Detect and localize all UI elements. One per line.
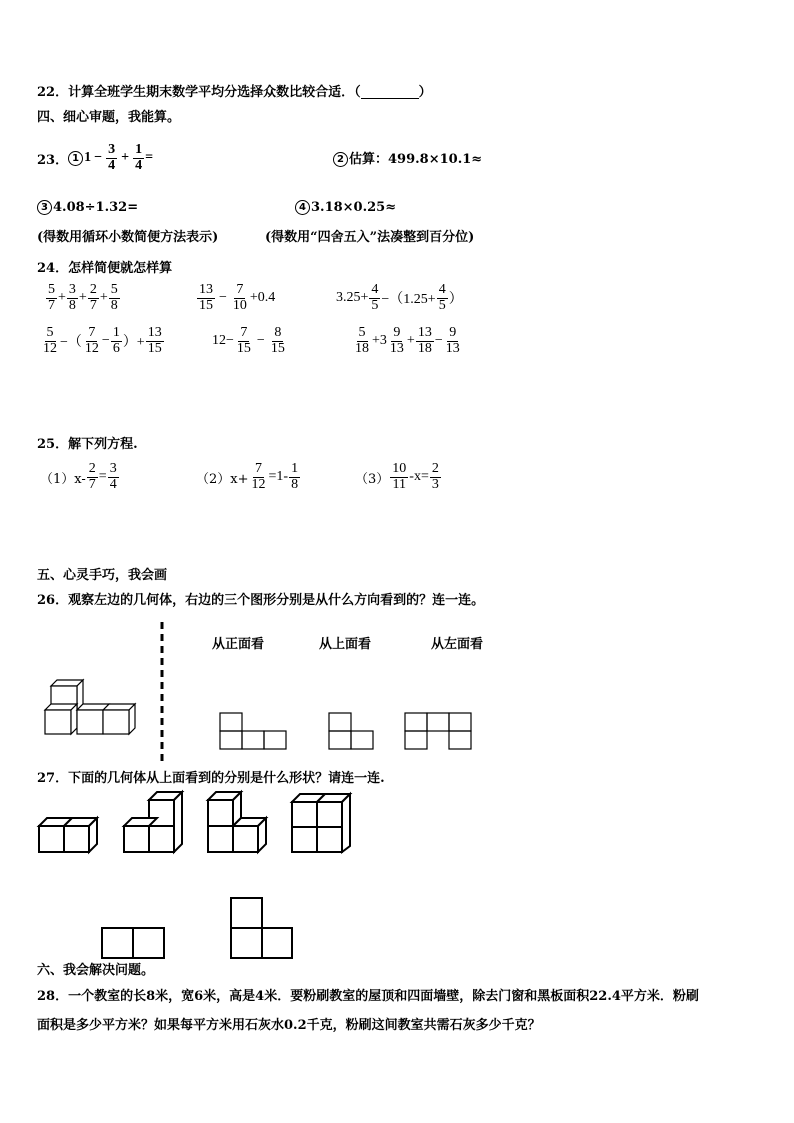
- q27-answer-shape-2: [231, 898, 292, 958]
- numerator: 3: [109, 461, 117, 476]
- section-5-heading: 五、心灵手巧，我会画: [37, 568, 168, 583]
- denominator: 15: [147, 340, 162, 356]
- numerator: 10: [392, 461, 407, 476]
- denominator: 11: [392, 476, 407, 492]
- denominator: 7: [48, 297, 55, 313]
- question-number: 27．: [37, 771, 69, 786]
- numerator: 1: [135, 141, 143, 157]
- denominator: 3: [431, 476, 439, 492]
- denominator: 6: [112, 340, 120, 356]
- question-text: 观察左边的几何体，右边的三个图形分别是从什么方向看到的？连一连。: [68, 593, 485, 608]
- operator: +: [78, 290, 87, 306]
- operator: +: [406, 333, 415, 349]
- numerator: 5: [358, 325, 366, 340]
- numerator: 7: [255, 461, 262, 476]
- question-number: 24．: [37, 261, 69, 276]
- section-6-heading: 六、我会解决问题。: [37, 963, 155, 978]
- denominator: 13: [445, 340, 460, 356]
- question-text: 一个教室的长8米，宽6米，高是4米．要粉刷教室的屋顶和四面墙壁，除去门窗和黑板面积22.4平方米．粉刷: [68, 989, 699, 1004]
- operator: −: [434, 333, 443, 349]
- term: −（1.25+: [381, 292, 436, 308]
- view-label-top: 从上面看: [319, 637, 372, 652]
- denominator: 12: [84, 340, 99, 356]
- operator: −: [256, 333, 265, 349]
- question-text: 怎样简便就怎样算: [68, 261, 173, 276]
- numerator: 5: [110, 282, 118, 297]
- expression: 4.08÷1.32=: [53, 200, 139, 215]
- question-number: 23．: [37, 152, 69, 168]
- question-28-line1: [37, 990, 699, 1003]
- numerator: 13: [147, 325, 162, 340]
- q27-solid-3: [208, 792, 266, 852]
- numerator: 5: [46, 325, 54, 340]
- operator: +: [58, 290, 66, 306]
- question-28-line2: 面积是多少平方米？如果每平方米用石灰水0.2千克，粉刷这间教室共需石灰多少千克？: [37, 1018, 541, 1033]
- term: +3: [372, 333, 387, 349]
- numerator: 13: [417, 325, 432, 340]
- denominator: 5: [371, 297, 379, 313]
- question-text: 解下列方程.: [68, 437, 138, 452]
- equation-label: （2）x+: [196, 471, 249, 487]
- equation-label: （1）x-: [40, 471, 86, 487]
- q27-solid-4: [292, 794, 350, 852]
- view-label-front: 从正面看: [212, 637, 265, 652]
- note-rounding: (得数用“四舍五入”法凑整到百分位): [265, 230, 475, 245]
- denominator: 10: [232, 297, 247, 313]
- numerator: 4: [438, 282, 446, 297]
- numerator: 3: [108, 141, 116, 157]
- note-repeating-decimal: (得数用循环小数简便方法表示): [37, 230, 219, 245]
- numerator: 9: [393, 325, 401, 340]
- denominator: 13: [389, 340, 404, 356]
- operator: =: [145, 150, 154, 165]
- term: −（: [60, 335, 82, 351]
- denominator: 12: [251, 476, 266, 492]
- numerator: 1: [291, 461, 299, 476]
- numerator: 1: [112, 325, 120, 340]
- expression: 3.18×0.25≈: [311, 200, 397, 215]
- numerator: 2: [88, 461, 96, 476]
- question-number: 28．: [37, 989, 69, 1004]
- term: ）+: [122, 335, 145, 351]
- equation-label: （3）: [355, 471, 390, 487]
- circled-number-1: 1: [68, 151, 83, 166]
- numerator: 2: [431, 461, 439, 476]
- numerator: 7: [240, 325, 248, 340]
- denominator: 15: [199, 297, 213, 313]
- denominator: 4: [109, 476, 117, 492]
- term: 1: [84, 150, 92, 165]
- term: 3.25+: [336, 290, 369, 306]
- numerator: 8: [274, 325, 282, 340]
- denominator: 15: [236, 340, 251, 356]
- question-number: 26．: [37, 593, 69, 608]
- denominator: 18: [417, 340, 432, 356]
- operator: +: [121, 150, 130, 165]
- question-number: 22．: [37, 85, 69, 100]
- operator: −: [219, 290, 227, 306]
- term: 12−: [212, 333, 234, 349]
- view-label-left: 从左面看: [431, 637, 484, 652]
- denominator: 18: [355, 340, 369, 356]
- q27-answer-shape-1: [102, 928, 164, 958]
- question-text: 下面的几何体从上面看到的分别是什么形状？请连一连.: [68, 771, 385, 786]
- circled-number-2: 2: [333, 152, 348, 167]
- term: +0.4: [249, 290, 276, 306]
- operator: -x=: [409, 469, 429, 485]
- denominator: 4: [108, 157, 116, 173]
- q27-solid-2: [124, 792, 182, 852]
- circled-number-3: 3: [37, 200, 52, 215]
- numerator: 2: [89, 282, 97, 297]
- expression: 估算：499.8×10.1≈: [349, 152, 483, 167]
- question-number: 25．: [37, 437, 69, 452]
- denominator: 8: [68, 297, 76, 313]
- section-4-heading: 四、细心审题，我能算。: [37, 110, 181, 125]
- denominator: 4: [135, 157, 143, 173]
- question-text: 计算全班学生期末数学平均分选择众数比较合适．（: [68, 85, 361, 100]
- denominator: 7: [89, 297, 97, 313]
- operator: −: [101, 333, 110, 349]
- term: ）: [448, 292, 463, 308]
- operator: =: [98, 469, 107, 485]
- numerator: 9: [449, 325, 457, 340]
- numerator: 4: [371, 282, 379, 297]
- operator: =1-: [268, 469, 289, 485]
- denominator: 7: [88, 476, 96, 492]
- denominator: 8: [291, 476, 299, 492]
- denominator: 12: [43, 340, 57, 356]
- q27-solid-1: [39, 818, 97, 852]
- numerator: 7: [236, 282, 244, 297]
- operator: −: [94, 150, 103, 165]
- denominator: 8: [110, 297, 118, 313]
- numerator: 3: [68, 282, 76, 297]
- numerator: 5: [48, 282, 55, 297]
- denominator: 5: [438, 297, 446, 313]
- paren-close: ）: [418, 85, 432, 100]
- operator: +: [99, 290, 108, 306]
- numerator: 13: [199, 282, 213, 297]
- circled-number-4: 4: [295, 200, 310, 215]
- numerator: 7: [88, 325, 96, 340]
- denominator: 15: [270, 340, 285, 356]
